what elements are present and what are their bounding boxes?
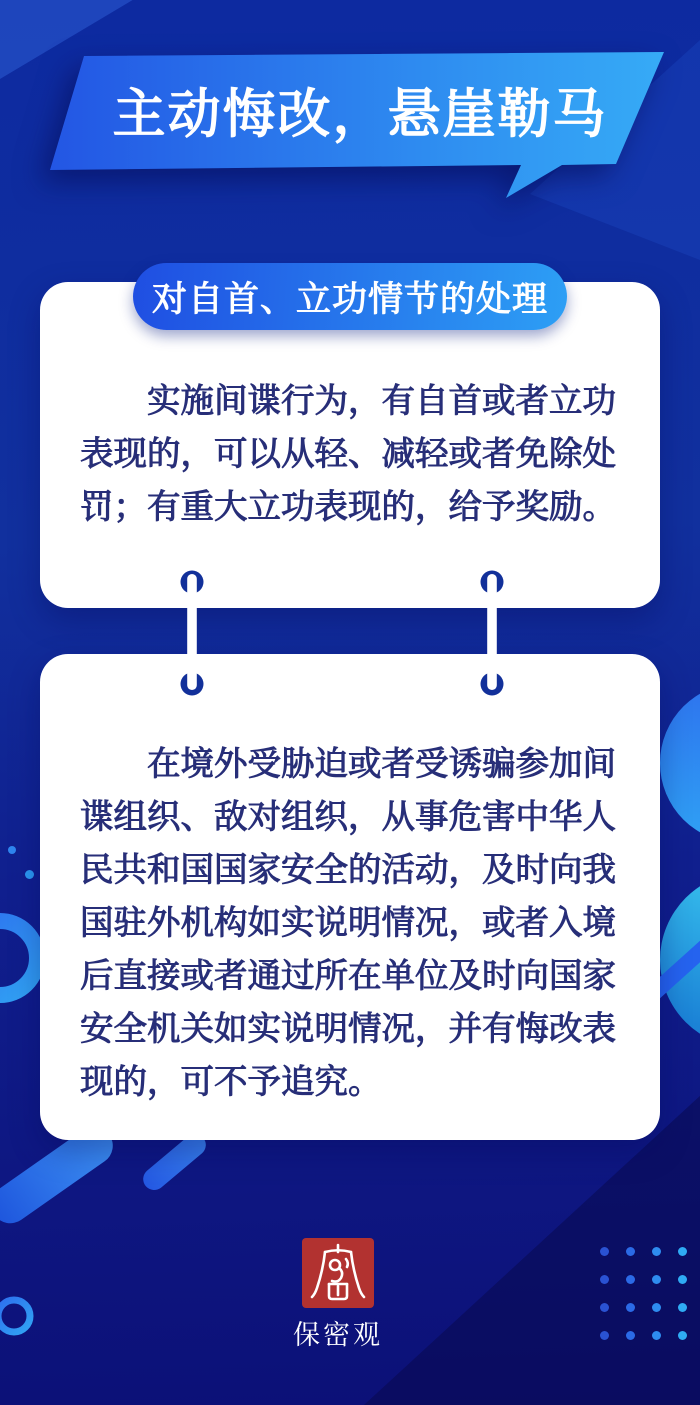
grid-dot [626,1275,635,1284]
grid-dot [678,1303,687,1312]
grid-dot [600,1303,609,1312]
small-dot-decoration [25,870,34,879]
grid-dot [600,1331,609,1340]
grid-dot [652,1275,661,1284]
connector-ring-right [477,569,507,697]
grid-dot [678,1247,687,1256]
grid-dot [652,1331,661,1340]
blue-circle-decoration [660,683,700,843]
seal-mi-icon [302,1238,374,1308]
card1-body-text: 实施间谍行为，有自首或者立功表现的，可以从轻、减轻或者免除处罚；有重大立功表现的，给予奖励。 [80,383,616,526]
grid-dot [600,1275,609,1284]
grid-dot [626,1303,635,1312]
grid-dot [652,1303,661,1312]
dot-grid-decoration [600,1247,687,1340]
grid-dot [600,1247,609,1256]
brand-name: 保密观 [293,1320,383,1350]
grid-dot [626,1331,635,1340]
grid-dot [652,1247,661,1256]
card-coerced-abroad [40,654,660,1140]
connector-ring-left [177,569,207,697]
small-dot-decoration [8,846,16,854]
ring-decoration-bottom-left [0,1294,36,1338]
grid-dot [678,1331,687,1340]
card-surrender-merit [40,282,660,608]
section-badge: 对自首、立功情节的处理 [133,263,567,330]
card2-body-text: 在境外受胁迫或者受诱骗参加间谍组织、敌对组织，从事危害中华人民共和国国家安全的活动，及时向我国驻外机构如实说明情况，或者入境后直接或者通过所在单位及时向国家安全机关如实说明情况，并有悔改表现的，可不予追究。 [80,746,616,1101]
seal-logo [302,1238,374,1308]
poster-title: 主动悔改，悬崖勒马 [112,85,608,144]
grid-dot [626,1247,635,1256]
grid-dot [678,1275,687,1284]
